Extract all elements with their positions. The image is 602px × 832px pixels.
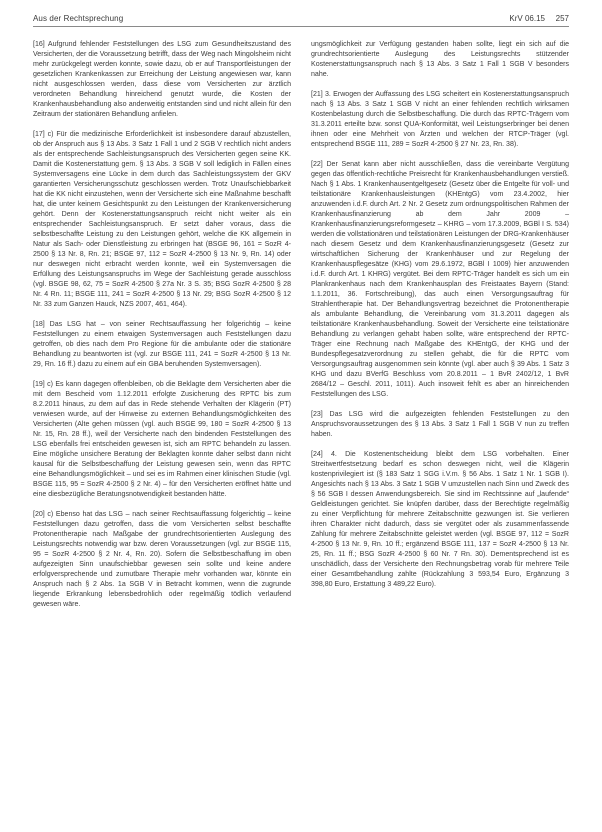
paragraph-17: [17] c) Für die medizinische Erforderlichkeit ist insbesondere darauf abzustellen, ob der Anspruch aus § 13 Abs. 3 Satz 1 Fall 1 und 2 SGB V rechtlich nicht anders als der entsprechende Sachleistungsanspruch des Versicherten gegen seine KK. Damit die Kostenerstattung gem. § 13 Abs. 3 SGB V soll lediglich in Fällen eines Systemversagens eine Lücke in dem durch das Sachleistungssystem der GKV garantierten Versicherungsschutz geschlossen werden. Trotz Unaufschiebbarkeit hat die KK nicht einzustehen, wenn der Versicherte sich eine Maßnahme beschafft hat, die unter keinem Gesichtspunkt zu den Leistungen der Krankenversicherung gehört. Denn der Kostenerstattungsanspruch reicht nicht weiter als ein entsprechender Sachleistungsanspruch. Er setzt daher voraus, dass die selbstbeschaffte Leistung zu den Leistungen gehört, welche die KK allgemein in Natur als Sach- oder Dienstleistung zu erbringen hat (BSGE 96, 161 = SozR 4-2500 § 13 Nr. 8, Rn. 21; BSGE 97, 112 = SozR 4-2500 § 13 Nr. 9, Rn. 14) oder nur deswegen nicht erbracht werden konnte, weil ein Systemversagen die Erfüllung des Leistungsanspruchs im Wege der Sachleistung gerade ausschloss (vgl. BSGE 98, 62, 75 = SozR 4-2500 § 27a Nr. 3 S. 35; BSG SozR 4-2500 § 28 Nr. 4 Rn. 11; BSGE 111, 241 = SozR 4-2500 § 13 Nr. 29; BSG SozR 4-2500 § 12 Nr. 33 zum Ganzen Hauck, NZS 2007, 461, 464).	[33, 131, 291, 308]
running-header	[33, 14, 569, 27]
text-columns	[33, 40, 569, 830]
page-number: 257	[555, 14, 569, 23]
paragraph-24: [24] 4. Die Kostenentscheidung bleibt dem LSG vorbehalten. Einer Streitwertfestsetzung bedarf es schon deswegen nicht, weil die Klägerin kostenprivilegiert ist (§ 183 Satz 1 SGG i.V.m. § 56 Abs. 1 Satz 1 Nr. 1 SGB I). Angesichts nach § 13 Abs. 3 Satz 1 SGB V umzustellen nach Sinn und Zweck des § 56 SGB I dessen Anwendungsbereich. Sie sind im Rechtssinne auf „laufende“ Geldleistungen gerichtet. Sie knüpfen darüber, dass der Berechtigte regelmäßig zu einer Verpflichtung für mehrere Zeitabschnitte gezwungen ist. Sie verlieren ihren Charakter nicht dadurch, dass sie vergütet oder als zusammenfassende Zahlung für mehrere Zeitabschnitte geleistet werden (vgl. BSGE 97, 112 = SozR 4-2500 § 13 Nr. 9, Rn. 10 ff.; ergänzend BSGE 111, 137 = SozR 4-2500 § 13 Nr. 25, Rn. 11 ff.; BSG SozR 4-2500 § 60 Nr. 7 Rn. 30). Dementsprechend ist es unschädlich, dass der Versicherte den Rechnungsbetrag vorab für mehrere Teile einer Gesamtbehandlung zahlte (Rückzahlung 3 593,54 Euro, Ergänzung 3 398,80 Euro, Erstattung 3 489,22 Euro).	[311, 451, 569, 588]
section-title: Aus der Rechtsprechung	[33, 14, 124, 23]
paragraph-16: [16] Aufgrund fehlender Feststellungen des LSG zum Gesundheitszustand des Versicherten, der die Voraussetzung betrifft, dass der Weg nach Mingolsheim nicht mehr zurückgelegt werden konnte, sowie dazu, ob er auf Transportleistungen der gesetzlichen Krankenkassen zur Erreichung der Leistung angewiesen war, kann nicht ausgeschlossen werden, dass diese vom Versicherten zur ärztlich verordneten Behandlung hinreichend genutzt wurde, die Kosten der Krankenhausbehandlung also anderweitig entstanden sind und nicht allein für den Zeitraum der stationären Behandlung anfielen.	[33, 41, 291, 118]
journal-issue: KrV 06.15	[509, 14, 545, 23]
paragraph-19: [19] c) Es kann dagegen offenbleiben, ob die Beklagte dem Versicherten aber die mit dem Bescheid vom 1.12.2011 erfolgte Zusicherung des RPTC bis zum 8.2.2011 hinaus, zu dem auf das in Rede stehende Verhalten der Klägerin (PT) verwiesen wurde, auf der Hinweise zu externen Behandlungsmöglichkeiten des Versicherten (Alte gehen müssen (vgl. auch BSGE 99, 180 = SozR 4-2500 § 13 Nr. 15, Rn. 28 ff.), weil der Versicherte nach den bindenden Feststellungen des LSG ebenfalls frei entscheiden gewesen ist, sich am RPTC behandeln zu lassen. Eine mögliche unsichere Beratung der Beklagten konnte daher selbst dann nicht kausal für die Selbstbeschaffung der Leistung gewesen sein, wenn das RPTC eine Behandlungsmöglichkeit – und sei es im Rahmen einer klinischen Studie (vgl. BSGE 115, 95 = SozR 4-2500 § 2 Nr. 4) – für den Versicherten eröffnet hätte und eine diesbezügliche Beratungsnotwendigkeit bestanden hätte.	[33, 381, 291, 498]
paragraph-23: [23] Das LSG wird die aufgezeigten fehlenden Feststellungen zu den Anspruchsvoraussetzungen des § 13 Abs. 3 Satz 1 Fall 1 SGB V nun zu treffen haben.	[311, 411, 569, 438]
paragraph-21: [21] 3. Erwogen der Auffassung des LSG scheitert ein Kostenerstattungsanspruch nach § 13 Abs. 3 Satz 1 SGB V nicht an einer fehlenden rechtlich wirksamen Kostenbelastung durch die Selbstbeschaffung. Die durch das RPTC-Trägern vom 31.3.2011 erteilte bzw. sonst QUA-Konformität, weil Leistungserbringer bei denen ihnen oder eine Mehrheit von Ärzten und welchen der RTCP-Träger (vgl. entsprechend BSGE 111, 289 = SozR 4-2500 § 27 Nr. 23, Rn. 38).	[311, 91, 569, 148]
paragraph-20-continued: ungsmöglichkeit zur Verfügung gestanden haben sollte, liegt ein sich auf die grundrechtsorientierte Auslegung des Leistungsrechts stützender Kostenerstattungsanspruch nach § 13 Abs. 3 Satz 1 Fall 1 SGB V besonders nahe.	[311, 41, 569, 78]
left-column	[33, 40, 291, 830]
paragraph-18: [18] Das LSG hat – von seiner Rechtsauffassung her folgerichtig – keine Feststellungen zu einem etwaigen Systemversagen auch Feststellungen dazu getroffen, ob dies nach dem Pro Regione für die ambulante oder die stationäre Behandlung zu beantworten ist (vgl. zur BSGE 111, 241 = SozR 4-2500 § 13 Nr. 29, Rn. 16 ff.) dazu zu einem auf ein GBA beruhenden Systemversagen).	[33, 321, 291, 368]
right-column	[311, 40, 569, 830]
paragraph-22: [22] Der Senat kann aber nicht ausschließen, dass die vereinbarte Vergütung gegen das öffentlich-rechtliche Preisrecht für Krankenhausbehandlungen verstieß. Nach § 1 Abs. 1 Krankenhausentgeltgesetz (Gesetz über die Entgelte für voll- und teilstationäre Krankenhausleistungen (KHEntgG) vom 23.4.2002, hier anzuwenden i.d.F. durch Art. 2 Nr. 2 Gesetz zum ordnungspolitischen Rahmen der Krankenhausfinanzierung ab dem Jahr 2009 – Krankenhausfinanzierungsreformgesetz – KHRG – vom 17.3.2009, BGBl I S. 534) werden die vollstationären und teilstationären Leistungen der DRG-Krankenhäuser nach diesem Gesetz und dem Krankenhausfinanzierungsgesetz (Gesetz zur wirtschaftlichen Sicherung der Krankenhäuser und zur Regelung der Krankenhauspflegesätze (KHG) vom 29.6.1972, BGBl I 1009) hier anzuwenden i.d.F. durch Art. 1 KHRG) vergütet. Bei dem RPTC-Träger handelt es sich um ein Plankrankenhaus nach dem Krankenhausplan des Freistaates Bayern (Stand: 1.1.2011, 36. Fortschreibung), das auch einen Versorgungsauftrag für Strahlentherapie hat. Der Behandlungsvertrag bezeichnet die Protonentherapie als ambulante Behandlung, die Vereinbarung vom 31.3.2011 dagegen als teilstationäre Krankenhausbehandlung. Soweit der Versicherte eine teilstationäre Behandlung zu verlangen gehabt haben sollte, wäre entsprechend der RPTC-Träger eine Rechnung nach Maßgabe des KHEntgG, der KHG und der Bundespflegesatzverordnung zu stellen gehabt, die für die RPTC vom Versorgungsauftrag ausgenommen sein könnte (vgl. aber auch § 39 Abs. 1 Satz 3 KHG und dazu BVerfG Beschluss vom 20.8.2011 – 1 BvR 2402/12, 1 BvR 2684/12 – Geschl. 2011, 1011). Auch insoweit fehlt es aber an hinreichenden Feststellungen des LSG.	[311, 161, 569, 398]
paragraph-20: [20] c) Ebenso hat das LSG – nach seiner Rechtsauffassung folgerichtig – keine Feststellungen dazu getroffen, dass die vom Versicherten selbst beschaffte Protonentherapie nach Maßgabe der grundrechtsorientierten Auslegung des Leistungsrechts notwendig war bzw. deren Voraussetzungen (vgl. zur BSGE 115, 95 = SozR 4-2500 § 2 Nr. 4, Rn. 20). Sofern die Selbstbeschaffung im oben aufgezeigten Sinn unaufschiebbar gewesen sein sollte und keine andere erfolgversprechende und zumutbare Therapie mehr vorhanden war, könnte ein Anspruch nach § 2 Abs. 1a SGB V in Betracht kommen, wenn die zugrunde liegende Erkrankung lebensbedrohlich oder regelmäßig tödlich verlaufend gewesen wäre.	[33, 511, 291, 608]
